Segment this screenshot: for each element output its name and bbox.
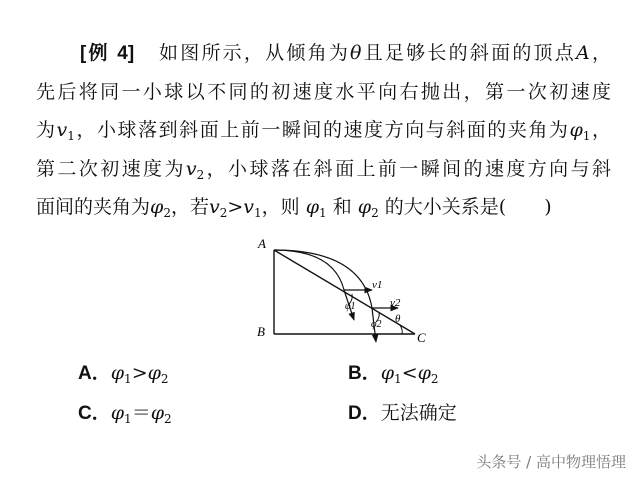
problem-line-2: 先后将同一小球以不同的初速度水平向右抛出，第一次初速度: [36, 80, 611, 103]
watermark: 头条号 / 高中物理悟理: [476, 453, 626, 471]
label-v2: v2: [390, 297, 401, 309]
label-phi1: φ1: [345, 301, 356, 312]
option-B: B．$\varphi_1<\varphi_2$: [348, 362, 439, 386]
problem-line-5: 面间的夹角为$\varphi_2$，若$v_2>v_1$，则 $\varphi_1$ 和 $\varphi_2$ 的大小关系是( ): [36, 196, 552, 220]
incline-diagram: [250, 238, 450, 348]
option-D: D．无法确定: [348, 402, 457, 424]
label-B: B: [257, 324, 265, 339]
problem-statement: [36, 34, 611, 227]
label-phi2: φ2: [371, 319, 382, 330]
label-C: C: [417, 330, 426, 345]
label-theta: θ: [395, 313, 401, 325]
problem-line-4: 第二次初速度为$v_2$，小球落在斜面上前一瞬间的速度方向与斜: [36, 157, 611, 182]
option-C: C．$\varphi_1=\varphi_2$: [78, 402, 172, 426]
example-tag: [例 4]: [80, 43, 135, 64]
option-A: A．$\varphi_1>\varphi_2$: [78, 362, 169, 386]
problem-line-3: 为$v_1$，小球落到斜面上前一瞬间的速度方向与斜面的夹角为$\varphi_1$，: [36, 119, 611, 143]
label-v1: v1: [372, 279, 383, 291]
problem-line-1: [例 4] 如图所示，从倾角为θ且足够长的斜面的顶点A，: [80, 42, 611, 64]
label-A: A: [258, 238, 266, 251]
